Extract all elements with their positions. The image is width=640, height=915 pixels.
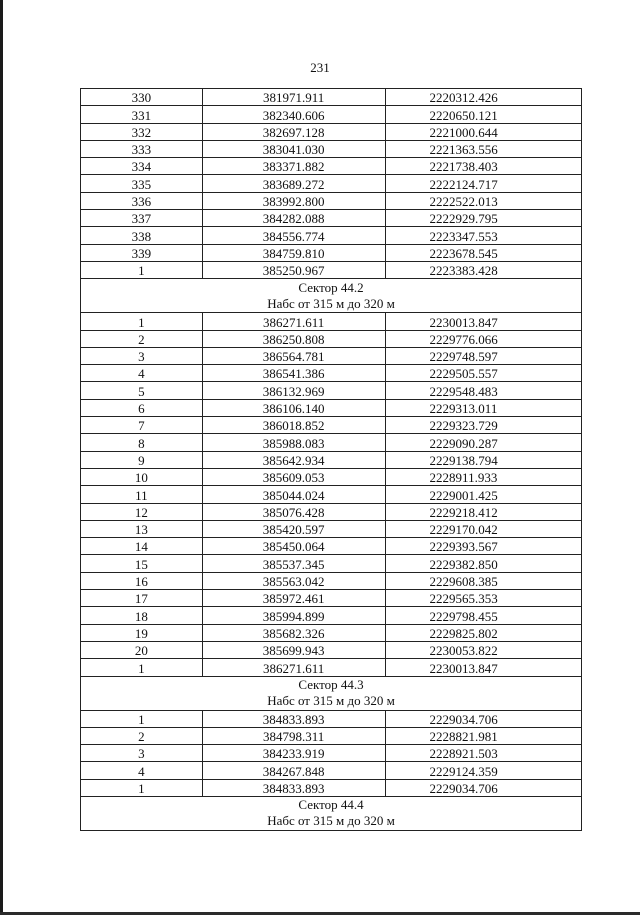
x-coordinate-cell: 383371.882 <box>202 158 385 175</box>
y-coordinate-cell: 2229313.011 <box>385 399 581 416</box>
x-coordinate-cell: 386106.140 <box>202 399 385 416</box>
y-coordinate-cell: 2220650.121 <box>385 106 581 123</box>
sector-height-range: Набс от 315 м до 320 м <box>267 693 395 708</box>
y-coordinate-cell: 2230053.822 <box>385 641 581 658</box>
sector-title: Сектор 44.2 <box>298 279 364 295</box>
y-coordinate-cell: 2221738.403 <box>385 158 581 175</box>
sector-height-range: Набс от 315 м до 320 м <box>267 813 395 829</box>
x-coordinate-cell: 386250.808 <box>202 330 385 347</box>
sector-header-cell <box>81 279 582 313</box>
y-coordinate-cell: 2222124.717 <box>385 175 581 192</box>
table-row <box>81 365 582 382</box>
y-coordinate-cell: 2229776.066 <box>385 330 581 347</box>
table-row <box>81 347 582 364</box>
x-coordinate-cell: 385994.899 <box>202 607 385 624</box>
point-number-cell: 19 <box>81 624 203 641</box>
table-row <box>81 745 582 762</box>
table-row <box>81 555 582 572</box>
y-coordinate-cell: 2229393.567 <box>385 538 581 555</box>
y-coordinate-cell: 2222522.013 <box>385 192 581 209</box>
table-row <box>81 227 582 244</box>
point-number-cell: 335 <box>81 175 203 192</box>
y-coordinate-cell: 2229034.706 <box>385 710 581 727</box>
point-number-cell: 10 <box>81 468 203 485</box>
y-coordinate-cell: 2229382.850 <box>385 555 581 572</box>
point-number-cell: 333 <box>81 140 203 157</box>
point-number-cell: 331 <box>81 106 203 123</box>
x-coordinate-cell: 385609.053 <box>202 468 385 485</box>
sector-header-row <box>81 279 582 313</box>
y-coordinate-cell: 2221363.556 <box>385 140 581 157</box>
table-row <box>81 590 582 607</box>
y-coordinate-cell: 2228821.981 <box>385 727 581 744</box>
y-coordinate-cell: 2229218.412 <box>385 503 581 520</box>
x-coordinate-cell: 386271.611 <box>202 659 385 676</box>
point-number-cell: 9 <box>81 451 203 468</box>
point-number-cell: 330 <box>81 89 203 106</box>
table-row <box>81 175 582 192</box>
x-coordinate-cell: 381971.911 <box>202 89 385 106</box>
x-coordinate-cell: 385988.083 <box>202 434 385 451</box>
x-coordinate-cell: 385642.934 <box>202 451 385 468</box>
point-number-cell: 16 <box>81 572 203 589</box>
x-coordinate-cell: 385420.597 <box>202 520 385 537</box>
x-coordinate-cell: 383041.030 <box>202 140 385 157</box>
table-row <box>81 261 582 278</box>
point-number-cell: 3 <box>81 347 203 364</box>
x-coordinate-cell: 386564.781 <box>202 347 385 364</box>
x-coordinate-cell: 384759.810 <box>202 244 385 261</box>
table-row <box>81 710 582 727</box>
point-number-cell: 13 <box>81 520 203 537</box>
x-coordinate-cell: 384556.774 <box>202 227 385 244</box>
table-row <box>81 192 582 209</box>
point-number-cell: 4 <box>81 762 203 779</box>
x-coordinate-cell: 385250.967 <box>202 261 385 278</box>
point-number-cell: 1 <box>81 261 203 278</box>
table-row <box>81 538 582 555</box>
x-coordinate-cell: 385682.326 <box>202 624 385 641</box>
y-coordinate-cell: 2228921.503 <box>385 745 581 762</box>
x-coordinate-cell: 384833.893 <box>202 779 385 796</box>
x-coordinate-cell: 382697.128 <box>202 123 385 140</box>
y-coordinate-cell: 2229565.353 <box>385 590 581 607</box>
table-row <box>81 434 582 451</box>
y-coordinate-cell: 2229124.359 <box>385 762 581 779</box>
y-coordinate-cell: 2229323.729 <box>385 417 581 434</box>
table-row <box>81 330 582 347</box>
table-row <box>81 89 582 106</box>
table-row <box>81 779 582 796</box>
y-coordinate-cell: 2230013.847 <box>385 659 581 676</box>
table-row <box>81 572 582 589</box>
x-coordinate-cell: 385972.461 <box>202 590 385 607</box>
point-number-cell: 7 <box>81 417 203 434</box>
x-coordinate-cell: 384833.893 <box>202 710 385 727</box>
table-row <box>81 399 582 416</box>
table-row <box>81 140 582 157</box>
x-coordinate-cell: 386132.969 <box>202 382 385 399</box>
sector-header-row <box>81 796 582 830</box>
x-coordinate-cell: 384233.919 <box>202 745 385 762</box>
point-number-cell: 6 <box>81 399 203 416</box>
point-number-cell: 17 <box>81 590 203 607</box>
y-coordinate-cell: 2229170.042 <box>385 520 581 537</box>
y-coordinate-cell: 2229798.455 <box>385 607 581 624</box>
y-coordinate-cell: 2229548.483 <box>385 382 581 399</box>
point-number-cell: 14 <box>81 538 203 555</box>
point-number-cell: 4 <box>81 365 203 382</box>
y-coordinate-cell: 2221000.644 <box>385 123 581 140</box>
point-number-cell: 339 <box>81 244 203 261</box>
sector-title: Сектор 44.4 <box>298 797 364 813</box>
table-row <box>81 641 582 658</box>
x-coordinate-cell: 385450.064 <box>202 538 385 555</box>
y-coordinate-cell: 2220312.426 <box>385 89 581 106</box>
y-coordinate-cell: 2229034.706 <box>385 779 581 796</box>
y-coordinate-cell: 2229748.597 <box>385 347 581 364</box>
table-row <box>81 468 582 485</box>
point-number-cell: 11 <box>81 486 203 503</box>
point-number-cell: 5 <box>81 382 203 399</box>
sector-header-cell <box>81 796 582 830</box>
x-coordinate-cell: 383992.800 <box>202 192 385 209</box>
x-coordinate-cell: 386541.386 <box>202 365 385 382</box>
x-coordinate-cell: 383689.272 <box>202 175 385 192</box>
table-row <box>81 727 582 744</box>
table-row <box>81 659 582 676</box>
y-coordinate-cell: 2229138.794 <box>385 451 581 468</box>
table-row <box>81 520 582 537</box>
scan-left-edge <box>0 0 3 915</box>
x-coordinate-cell: 385699.943 <box>202 641 385 658</box>
point-number-cell: 334 <box>81 158 203 175</box>
x-coordinate-cell: 382340.606 <box>202 106 385 123</box>
point-number-cell: 1 <box>81 659 203 676</box>
table-row <box>81 244 582 261</box>
table-row <box>81 607 582 624</box>
table-row <box>81 503 582 520</box>
y-coordinate-cell: 2223678.545 <box>385 244 581 261</box>
table-row <box>81 158 582 175</box>
point-number-cell: 338 <box>81 227 203 244</box>
y-coordinate-cell: 2228911.933 <box>385 468 581 485</box>
sector-header-row <box>81 676 582 710</box>
point-number-cell: 1 <box>81 313 203 330</box>
point-number-cell: 3 <box>81 745 203 762</box>
x-coordinate-cell: 385537.345 <box>202 555 385 572</box>
y-coordinate-cell: 2229825.802 <box>385 624 581 641</box>
table-row <box>81 106 582 123</box>
point-number-cell: 20 <box>81 641 203 658</box>
y-coordinate-cell: 2223383.428 <box>385 261 581 278</box>
table-row <box>81 123 582 140</box>
x-coordinate-cell: 385044.024 <box>202 486 385 503</box>
sector-height-range: Набс от 315 м до 320 м <box>267 295 395 311</box>
sector-title: Сектор 44.3 <box>298 677 364 692</box>
table-row <box>81 210 582 227</box>
y-coordinate-cell: 2229608.385 <box>385 572 581 589</box>
y-coordinate-cell: 2229505.557 <box>385 365 581 382</box>
point-number-cell: 1 <box>81 710 203 727</box>
table-row <box>81 762 582 779</box>
table-row <box>81 451 582 468</box>
point-number-cell: 336 <box>81 192 203 209</box>
point-number-cell: 337 <box>81 210 203 227</box>
page-number: 231 <box>310 60 330 75</box>
point-number-cell: 12 <box>81 503 203 520</box>
table-row <box>81 382 582 399</box>
point-number-cell: 332 <box>81 123 203 140</box>
point-number-cell: 8 <box>81 434 203 451</box>
x-coordinate-cell: 385563.042 <box>202 572 385 589</box>
table-row <box>81 417 582 434</box>
x-coordinate-cell: 386271.611 <box>202 313 385 330</box>
x-coordinate-cell: 384267.848 <box>202 762 385 779</box>
point-number-cell: 2 <box>81 330 203 347</box>
x-coordinate-cell: 384798.311 <box>202 727 385 744</box>
point-number-cell: 2 <box>81 727 203 744</box>
point-number-cell: 1 <box>81 779 203 796</box>
sector-header-cell <box>81 676 582 710</box>
x-coordinate-cell: 385076.428 <box>202 503 385 520</box>
x-coordinate-cell: 384282.088 <box>202 210 385 227</box>
point-number-cell: 18 <box>81 607 203 624</box>
y-coordinate-cell: 2222929.795 <box>385 210 581 227</box>
table-row <box>81 624 582 641</box>
y-coordinate-cell: 2229090.287 <box>385 434 581 451</box>
table-row <box>81 486 582 503</box>
y-coordinate-cell: 2229001.425 <box>385 486 581 503</box>
table-row <box>81 313 582 330</box>
point-number-cell: 15 <box>81 555 203 572</box>
y-coordinate-cell: 2230013.847 <box>385 313 581 330</box>
y-coordinate-cell: 2223347.553 <box>385 227 581 244</box>
coordinates-table-body <box>81 89 582 831</box>
coordinates-table <box>80 88 582 831</box>
x-coordinate-cell: 386018.852 <box>202 417 385 434</box>
